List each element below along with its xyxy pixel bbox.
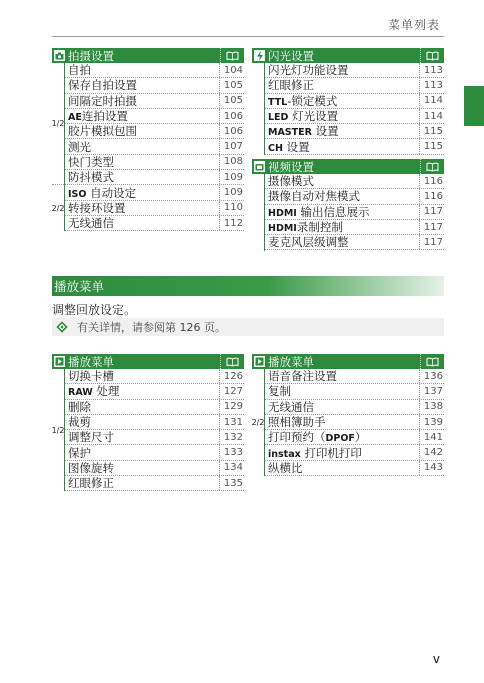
book-icon xyxy=(420,159,444,174)
menu-item-label xyxy=(265,445,419,461)
menu-item-label-prefix: MASTER xyxy=(268,127,312,139)
page-indicator: 1/2 xyxy=(52,63,64,185)
menu-item-row xyxy=(65,369,244,384)
menu-item-label xyxy=(65,215,219,231)
menu-item-row xyxy=(65,139,244,154)
menu-item-page-ref: 108 xyxy=(219,155,244,169)
menu-item-label xyxy=(65,399,219,415)
menu-item-label-prefix: CH xyxy=(268,142,283,154)
menu-item-label-text: 闪光灯功能设置 xyxy=(268,63,349,78)
movie-menu-header xyxy=(252,159,444,174)
playback-section-title: 播放菜单 xyxy=(54,279,105,294)
menu-item-label-prefix: AE xyxy=(68,112,82,124)
menu-item-row xyxy=(65,201,244,216)
menu-item-label xyxy=(65,368,219,384)
menu-item-label xyxy=(265,460,419,476)
menu-item-label-text: 保护 xyxy=(68,445,91,460)
tip-diamond-icon xyxy=(55,320,69,334)
menu-item-label xyxy=(265,414,419,430)
menu-item-row xyxy=(65,400,244,415)
menu-item-page-ref: 114 xyxy=(419,109,444,123)
menu-item-label-text: 照相簿助手 xyxy=(268,415,326,430)
movie-menu-title: 视频设置 xyxy=(268,159,314,174)
menu-item-label xyxy=(65,154,219,170)
menu-item-page-ref: 116 xyxy=(419,189,444,203)
menu-item-page-ref: 113 xyxy=(419,63,444,77)
reference-note xyxy=(52,318,444,336)
menu-item-row xyxy=(65,124,244,139)
menu-item-label xyxy=(265,173,419,189)
page-indicator-column xyxy=(252,63,264,155)
page-indicator: 2/2 xyxy=(51,203,65,213)
menu-item-label xyxy=(65,383,219,399)
menu-item-row xyxy=(265,445,444,460)
menu-item-label xyxy=(65,429,219,445)
menu-item-label-text: 快门类型 xyxy=(68,154,114,169)
menu-item-label-text: 打印机打印 xyxy=(300,445,362,460)
menu-item-label xyxy=(265,219,419,235)
menu-item-label-text: 麦克风层级调整 xyxy=(268,235,349,250)
menu-item-label-text: 转接环设置 xyxy=(68,200,126,215)
menu-item-label-prefix: RAW xyxy=(68,387,93,399)
menu-item-page-ref: 139 xyxy=(419,415,444,429)
playback-menu-1-header xyxy=(52,354,244,369)
menu-item-label xyxy=(65,93,219,109)
menu-item-label xyxy=(65,185,219,201)
menu-item-label xyxy=(65,169,219,185)
menu-item-row xyxy=(65,476,244,491)
menu-item-row xyxy=(265,189,444,204)
menu-item-page-ref: 110 xyxy=(219,201,244,215)
playback-menu-1-title: 播放菜单 xyxy=(68,354,114,369)
menu-item-label-prefix: ISO xyxy=(68,188,87,200)
menu-item-page-ref: 106 xyxy=(219,124,244,138)
menu-item-label-text: 删除 xyxy=(68,399,91,414)
menu-item-row xyxy=(65,155,244,170)
menu-item-row xyxy=(265,174,444,189)
menu-item-label xyxy=(265,123,419,139)
menu-item-row xyxy=(265,139,444,154)
page-indicator-column xyxy=(52,63,64,231)
menu-item-row xyxy=(65,94,244,109)
menu-item-label xyxy=(65,414,219,430)
menu-item-row xyxy=(65,109,244,124)
movie-icon xyxy=(254,161,265,172)
menu-item-page-ref: 105 xyxy=(219,94,244,108)
menu-item-label-text: 设置 xyxy=(311,124,339,139)
menu-item-page-ref: 114 xyxy=(419,94,444,108)
menu-item-label xyxy=(265,368,419,384)
camera-icon xyxy=(54,50,65,61)
menu-item-page-ref: 115 xyxy=(419,124,444,138)
menu-item-label xyxy=(65,139,219,155)
menu-item-label-text: 录制控制 xyxy=(296,220,343,235)
playback-menu-2-header xyxy=(252,354,444,369)
page-indicator-column xyxy=(52,369,64,491)
menu-item-page-ref: 104 xyxy=(219,63,244,77)
menu-item-row xyxy=(265,124,444,139)
menu-item-page-ref: 107 xyxy=(219,139,244,153)
menu-item-label-text: 语音备注设置 xyxy=(268,369,337,384)
shooting-menu-table xyxy=(52,48,244,231)
menu-item-row xyxy=(65,185,244,200)
menu-item-row xyxy=(65,461,244,476)
menu-item-row xyxy=(265,63,444,78)
menu-item-page-ref: 112 xyxy=(219,216,244,230)
movie-menu-table xyxy=(252,159,444,251)
menu-item-label-text: 自动设定 xyxy=(86,185,137,200)
menu-item-label-text: 灯光设置 xyxy=(288,109,339,124)
menu-item-row xyxy=(265,369,444,384)
menu-item-page-ref: 116 xyxy=(419,174,444,188)
menu-item-label-text: 红眼修正 xyxy=(68,476,114,491)
menu-item-label-text: 打印预约（ xyxy=(268,430,326,445)
menu-item-page-ref: 127 xyxy=(219,384,244,398)
book-icon xyxy=(220,48,244,63)
menu-item-label xyxy=(65,62,219,78)
playback-section-heading xyxy=(52,276,444,296)
menu-item-label-text: 胶片模拟包围 xyxy=(68,124,137,139)
menu-item-label-text: 设置 xyxy=(282,139,310,154)
menu-item-label-text: 摄像自动对焦模式 xyxy=(268,189,360,204)
menu-item-page-ref: 129 xyxy=(219,400,244,414)
reference-note-text: 有关详情，请参阅第 126 页。 xyxy=(77,321,226,334)
menu-item-page-ref: 109 xyxy=(219,170,244,184)
menu-item-label-prefix: HDMI xyxy=(268,223,297,235)
menu-item-row xyxy=(265,220,444,235)
menu-item-label-text: 红眼修正 xyxy=(268,78,314,93)
menu-item-page-ref: 141 xyxy=(419,430,444,444)
header-rule xyxy=(52,36,444,37)
menu-item-label xyxy=(65,475,219,491)
menu-item-page-ref: 133 xyxy=(219,445,244,459)
menu-item-page-ref: 109 xyxy=(219,185,244,199)
menu-item-label xyxy=(265,77,419,93)
menu-item-page-ref: 117 xyxy=(419,205,444,219)
menu-item-label-text: 裁剪 xyxy=(68,415,91,430)
menu-item-label xyxy=(265,429,419,445)
menu-item-label-text: 无线通信 xyxy=(268,399,314,414)
shooting-menu-header xyxy=(52,48,244,63)
menu-item-label-bold: DPOF xyxy=(325,433,355,445)
menu-item-label-text: 连拍设置 xyxy=(81,109,128,124)
menu-item-label-text: -锁定模式 xyxy=(287,93,338,108)
book-icon xyxy=(420,354,444,369)
flash-menu-title: 闪光设置 xyxy=(268,48,314,63)
playback-menu-1-table xyxy=(52,354,244,491)
menu-item-label xyxy=(65,123,219,139)
playback-menu-2-table xyxy=(252,354,444,476)
menu-item-label xyxy=(65,445,219,461)
menu-item-row xyxy=(265,235,444,250)
menu-item-page-ref: 105 xyxy=(219,78,244,92)
menu-item-label-text: 保存自拍设置 xyxy=(68,78,137,93)
playback-section-intro: 调整回放设定。 xyxy=(52,303,137,317)
menu-item-page-ref: 138 xyxy=(419,400,444,414)
menu-item-label-prefix: instax xyxy=(268,448,301,460)
shooting-menu-title: 拍摄设置 xyxy=(68,48,114,63)
flash-menu-table xyxy=(252,48,444,155)
menu-item-label-text: 间隔定时拍摄 xyxy=(68,93,137,108)
page-header-title: 菜单列表 xyxy=(387,18,440,32)
menu-item-row xyxy=(65,445,244,460)
page-indicator-blank xyxy=(252,174,264,251)
menu-item-page-ref: 142 xyxy=(419,445,444,459)
menu-item-row xyxy=(65,430,244,445)
menu-item-label xyxy=(265,62,419,78)
menu-item-page-ref: 132 xyxy=(219,430,244,444)
menu-item-label-prefix: TTL xyxy=(268,96,288,108)
menu-item-page-ref: 117 xyxy=(419,235,444,249)
menu-item-row xyxy=(265,415,444,430)
menu-item-page-ref: 126 xyxy=(219,369,244,383)
menu-item-label-text: 测光 xyxy=(68,139,91,154)
page-indicator-column xyxy=(252,174,264,251)
menu-item-label-text: 调整尺寸 xyxy=(68,430,114,445)
page-indicator-blank xyxy=(252,63,264,155)
menu-item-row xyxy=(265,109,444,124)
menu-item-label-text: 摄像模式 xyxy=(268,174,314,189)
menu-item-row xyxy=(265,94,444,109)
menu-item-label-text: 处理 xyxy=(92,384,120,399)
menu-item-row xyxy=(265,78,444,93)
menu-item-label-text: 图像旋转 xyxy=(68,460,114,475)
menu-item-row xyxy=(265,400,444,415)
menu-item-page-ref: 137 xyxy=(419,384,444,398)
menu-item-label-text: 输出信息展示 xyxy=(296,204,370,219)
menu-item-row xyxy=(65,415,244,430)
menu-item-row xyxy=(65,170,244,185)
menu-item-page-ref: 115 xyxy=(419,139,444,153)
menu-item-page-ref: 134 xyxy=(219,461,244,475)
flash-menu-header xyxy=(252,48,444,63)
menu-item-label-tail: ） xyxy=(354,430,367,445)
page-indicator: 2/2 xyxy=(251,418,265,428)
menu-item-row xyxy=(65,384,244,399)
menu-item-label-text: 自拍 xyxy=(68,63,91,78)
menu-item-label-text: 纵横比 xyxy=(268,460,303,475)
menu-item-label-text: 复制 xyxy=(268,384,291,399)
menu-item-label xyxy=(265,234,419,250)
page-indicator: 1/2 xyxy=(51,425,65,435)
menu-item-page-ref: 113 xyxy=(419,78,444,92)
menu-item-label xyxy=(265,139,419,155)
book-icon xyxy=(420,48,444,63)
menu-item-label xyxy=(65,77,219,93)
menu-item-page-ref: 136 xyxy=(419,369,444,383)
menu-item-row xyxy=(265,430,444,445)
menu-item-page-ref: 117 xyxy=(419,220,444,234)
menu-item-label-text: 切换卡槽 xyxy=(68,369,114,384)
menu-item-label xyxy=(65,460,219,476)
menu-item-page-ref: 143 xyxy=(419,461,444,475)
playback-menu-2-title: 播放菜单 xyxy=(268,354,314,369)
playback-icon xyxy=(254,356,265,367)
menu-item-row xyxy=(65,216,244,231)
menu-item-label-text: 无线通信 xyxy=(68,216,114,231)
book-icon xyxy=(220,354,244,369)
flash-icon xyxy=(254,50,265,61)
page-number: v xyxy=(432,652,440,666)
page-indicator-column xyxy=(252,369,264,476)
menu-item-label-prefix: LED xyxy=(268,112,289,124)
menu-item-row xyxy=(265,384,444,399)
menu-item-row xyxy=(65,63,244,78)
playback-icon xyxy=(54,356,65,367)
menu-item-label xyxy=(265,93,419,109)
menu-item-label xyxy=(265,204,419,220)
menu-item-row xyxy=(265,205,444,220)
menu-item-label xyxy=(265,399,419,415)
menu-item-label-prefix: HDMI xyxy=(268,207,297,219)
menu-item-page-ref: 135 xyxy=(219,476,244,490)
menu-item-row xyxy=(65,78,244,93)
menu-item-page-ref: 106 xyxy=(219,109,244,123)
menu-item-label xyxy=(265,383,419,399)
menu-item-row xyxy=(265,461,444,476)
menu-item-page-ref: 131 xyxy=(219,415,244,429)
menu-item-label xyxy=(265,108,419,124)
menu-item-label xyxy=(65,200,219,216)
menu-item-label xyxy=(265,188,419,204)
menu-item-label-text: 防抖模式 xyxy=(68,170,114,185)
chapter-tab-marker xyxy=(464,86,484,126)
menu-item-label xyxy=(65,108,219,124)
